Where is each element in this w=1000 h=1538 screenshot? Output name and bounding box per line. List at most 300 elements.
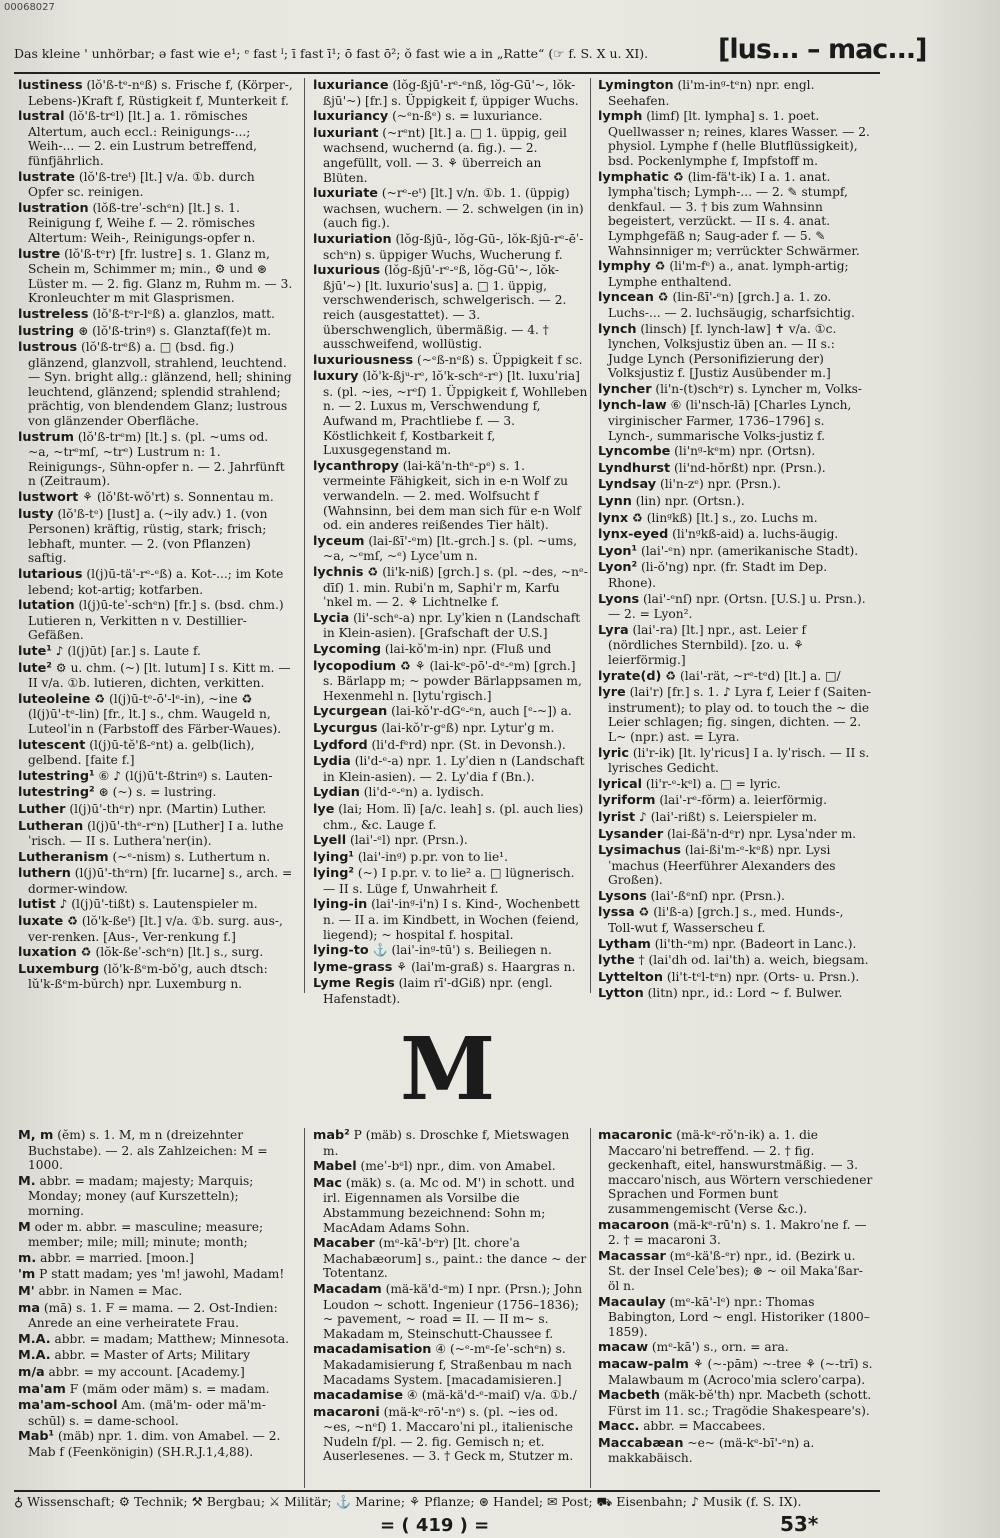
entry-definition: (lŏ'k-ßᵉm-bŏ'g, auch dtsch: lŭ'k-ßᵉm-bŭrch) npr. Luxemburg n. <box>28 961 268 992</box>
entry-headword: Lysimachus <box>598 843 682 859</box>
entry-definition: (lŏ'ß-trᵉß) a. □ (bsd. fig.) glänzend, glanzvoll, strahlend, leuchtend. — Syn. bright allg.: glänzend, hell; shining leuchtend, glänzend; splendid strahlend; prächtig, von blendendem Glanz; lustrous von glänzender Oberfläche. <box>28 340 292 429</box>
entry-headword: lutation <box>18 598 75 614</box>
entry-headword: lustre <box>18 246 61 262</box>
entry-headword: lyrical <box>598 776 643 792</box>
dictionary-entry <box>598 827 873 843</box>
dictionary-entry <box>18 866 293 896</box>
dictionary-entry <box>313 1282 588 1341</box>
entry-headword: lyncher <box>598 381 652 397</box>
entry-headword: lustrate <box>18 169 75 185</box>
entry-headword: Mab¹ <box>18 1429 55 1445</box>
entry-definition: ~e~ (mä-kᵉ-bī'-ᵉn) a. makkabäisch. <box>608 1435 815 1466</box>
entry-definition: (~ᵉn-ßᵉ) s. = luxuriance. <box>392 109 543 124</box>
dictionary-entry <box>313 738 588 754</box>
dictionary-entry <box>598 1249 873 1294</box>
entry-headword: Macassar <box>598 1248 666 1264</box>
entry-headword: macadamisation <box>313 1342 432 1358</box>
column-2-lower <box>313 1128 588 1488</box>
dictionary-entry <box>598 461 873 477</box>
dictionary-entry <box>18 1365 293 1381</box>
entry-definition: (lŏg-ßjū-, lŏg-Gū-, lŏk-ßjū-rᵉ-ēˈ-schᵉn) s. üppiger Wuchs, Wucherung f. <box>323 231 584 262</box>
entry-headword: Lyndhurst <box>598 460 671 476</box>
entry-headword: ma'am-school <box>18 1398 118 1414</box>
dictionary-entry <box>313 1388 588 1404</box>
entry-headword: lye <box>313 801 335 817</box>
dictionary-entry <box>598 444 873 460</box>
dictionary-entry <box>313 353 588 369</box>
column-1-upper <box>18 78 293 993</box>
entry-definition: (lai'-ᵉn) npr. (amerikanische Stadt). <box>641 543 859 558</box>
dictionary-entry <box>313 943 588 959</box>
entry-definition: (li't-tᵉl-tᵉn) npr. (Orts- u. Prsn.). <box>666 969 860 984</box>
entry-headword: M.A. <box>18 1348 51 1364</box>
column-3-lower <box>598 1128 873 1488</box>
entry-definition: (mä-kä'd-ᵉm) I npr. (Prsn.); John Loudon ~ schott. Ingenieur (1756–1836); ~ pavement, ~ road = II. — II m~ s. Makadam m, Steinschutt-Chaussee f. <box>323 1281 583 1341</box>
entry-definition: (li'nᵍ-kᵉm) npr. (Ortsn). <box>674 444 816 459</box>
entry-definition: (li'd-fᵉrd) npr. (St. in Devonsh.). <box>371 737 566 752</box>
dictionary-entry <box>598 560 873 590</box>
entry-definition: (lŏ'ß-trᵉm) [lt.] s. (pl. ~ums od. ~a, ~trᵉmſ, ~trᵉ) Lustrum n: 1. Reinigungs-, Sühn-opfer n. — 2. Jahrfünft n (Zeitraum). <box>28 429 285 489</box>
dictionary-entry <box>598 527 873 543</box>
entry-headword: macaw <box>598 1340 649 1356</box>
entry-definition: ♪ (l(j)ū'-tißt) s. Lautenspieler m. <box>59 897 258 912</box>
entry-definition: (li'r-ᵉ-kᵉl) a. □ = lyric. <box>645 776 781 791</box>
entry-headword: Macbeth <box>598 1388 661 1404</box>
dictionary-entry <box>313 897 588 942</box>
entry-headword: Lycurgus <box>313 720 378 736</box>
entry-definition: (meˈ-bᵉl) npr., dim. von Amabel. <box>360 1159 556 1174</box>
entry-headword: Lyon¹ <box>598 543 638 559</box>
dictionary-entry <box>313 186 588 231</box>
dictionary-entry <box>18 170 293 200</box>
dictionary-entry <box>598 953 873 969</box>
entry-definition: ④ (mä-kä'd-ᵉ-maiſ) v/a. ①b./ <box>406 1388 577 1403</box>
entry-headword: 'm <box>18 1267 36 1283</box>
entry-definition: (l(j)ū'-thᵉ-rᵉn) [Luther] I a. lutheˈrisch. — II s. Lutheraˈner(in). <box>28 818 284 849</box>
entry-definition: (mᵉ-kā'-lᵉ) npr.: Thomas Babington, Lord ~ engl. Historiker (1800–1859). <box>608 1294 870 1339</box>
entry-headword: lymphatic <box>598 169 670 185</box>
dictionary-entry <box>18 78 293 108</box>
entry-definition: ④ (~ᵉ-mᵉ-ſeˈ-schᵉn) s. Makadamisierung f, Straßenbau m nach Macadams System. [macadamisieren.] <box>323 1342 572 1387</box>
entry-headword: lynx <box>598 510 629 526</box>
entry-headword: lustiness <box>18 78 83 93</box>
entry-definition: (linsch) [f. lynch-law] ✝ v/a. ①c. lynchen, Volksjustiz üben an. — II s.: Judge Lynch (Personifizierung der) Volksjustiz f. [Justiz Ausübender m.] <box>608 321 837 381</box>
entry-headword: lyric <box>598 745 630 761</box>
entry-headword: lustrous <box>18 340 78 356</box>
section-letter: M <box>400 1019 496 1120</box>
entry-headword: Lycurgean <box>313 704 388 720</box>
dictionary-entry <box>313 642 588 658</box>
entry-definition: (lai-ßī'-ᵉm) [lt.-grch.] s. (pl. ~ums, ~a, ~ᵉmſ, ~ᵉ) Lyceˈum n. <box>323 533 577 564</box>
entry-definition: ♻ (l(j)ū-tᵉ-ō'-lᵉ-in), ~ine ♻ (l(j)ū'-tᵉ-lin) [fr., lt.] s., chm. Waugeld n, Luteolˈin n (Farbstoff des Färber-Waues). <box>28 691 282 736</box>
dictionary-entry <box>598 1357 873 1387</box>
entry-headword: M.A. <box>18 1331 51 1347</box>
entry-headword: lying-in <box>313 897 368 913</box>
entry-headword: Lyndsay <box>598 477 657 493</box>
column-divider <box>590 78 591 993</box>
dictionary-entry <box>313 754 588 784</box>
entry-headword: luxuriation <box>313 231 392 247</box>
entry-definition: (lai; Hom. lī) [a/c. leah] s. (pl. auch lies) chm., &c. Lauge f. <box>323 801 584 832</box>
entry-headword: luthern <box>18 866 71 882</box>
dictionary-entry <box>18 490 293 506</box>
entry-headword: lymph <box>598 109 643 125</box>
top-rule <box>14 72 880 74</box>
entry-headword: m/a <box>18 1364 45 1380</box>
dictionary-entry <box>598 1340 873 1356</box>
entry-headword: Lysons <box>598 888 647 904</box>
dictionary-entry <box>598 889 873 905</box>
dictionary-entry <box>18 1332 293 1348</box>
entry-definition: (li'n-zᵉ) npr. (Prsn.). <box>659 477 781 492</box>
entry-headword: Mac <box>313 1175 342 1191</box>
entry-definition: (mäb) npr. 1. dim. von Amabel. — 2. Mab f (Feenkönigin) (SH.R.J.1,4,88). <box>28 1429 281 1459</box>
dictionary-entry <box>313 976 588 1006</box>
entry-headword: lustreless <box>18 306 89 322</box>
dictionary-entry <box>18 1220 293 1250</box>
dictionary-entry <box>18 769 293 785</box>
entry-headword: Mabel <box>313 1159 357 1175</box>
dictionary-entry <box>18 430 293 489</box>
entry-definition: (lai-ßi'm-ᵉ-kᵉß) npr. Lysiˈmachus (Heerführer Alexanders des Großen). <box>608 843 836 888</box>
dictionary-entry <box>313 1236 588 1281</box>
entry-definition: ♪ (l(j)ūt) [ar.] s. Laute f. <box>55 643 201 658</box>
entry-definition: (lai'r) [fr.] s. 1. ♪ Lyra f, Leier f (Saiten-instrument); to play od. to touch the ~ die Leier schlagen; fig. singen, dichten. — 2. L~ (npr.) ast. = Lyra. <box>608 685 872 744</box>
entry-headword: Lyttelton <box>598 969 663 985</box>
entry-definition: ♻ (lŏk-ßeˈ-schᵉn) [lt.] s., surg. <box>80 945 264 960</box>
dictionary-entry <box>313 369 588 458</box>
entry-definition: (lai'-ᵉnſ) npr. (Ortsn. [U.S.] u. Prsn.). — 2. = Lyon². <box>608 591 866 622</box>
dictionary-entry <box>313 850 588 866</box>
entry-headword: luteoleine <box>18 691 91 707</box>
dictionary-entry <box>18 507 293 566</box>
entry-definition: (lin) npr. (Ortsn.). <box>635 494 745 509</box>
entry-headword: luxurious <box>313 263 381 279</box>
entry-headword: Lynn <box>598 494 632 510</box>
entry-headword: Luxemburg <box>18 961 100 977</box>
entry-definition: abbr. = Master of Arts; Military <box>54 1348 251 1363</box>
dictionary-entry <box>18 785 293 801</box>
dictionary-entry <box>18 692 293 737</box>
entry-headword: Macaber <box>313 1236 375 1252</box>
entry-headword: lute² <box>18 660 52 676</box>
entry-definition: (l(j)ū'-thᵉrn) [fr. lucarne] s., arch. = dormer-window. <box>28 866 293 896</box>
dictionary-entry <box>18 1348 293 1364</box>
entry-headword: lutestring² <box>18 785 95 801</box>
entry-definition: ⑥ ♪ (l(j)ū't-ßtrinᵍ) s. Lauten- <box>98 768 273 783</box>
sheet-mark: 53* <box>780 1512 819 1536</box>
dictionary-entry <box>313 866 588 896</box>
entry-headword: luxuriancy <box>313 109 389 125</box>
entry-definition: (lŏ'ß-trᵉl) [lt.] a. 1. römisches Altertum, auch eccl.: Reinigungs-...; Weih-... — 2. ein Lustrum betreffend, fünfjährlich. <box>28 109 258 168</box>
entry-definition: † (lai'dh od. lai'th) a. weich, biegsam. <box>638 953 869 968</box>
entry-definition: (ĕm) s. 1. M, m n (dreizehnter Buchstabe). — 2. als Zahlzeichen: M = 1000. <box>28 1128 268 1173</box>
entry-definition: ♻ (lŏ'k-ßeᵗ) [lt.] v/a. ①b. surg. aus-, ver-renken. [Aus-, Ver-renkung f.] <box>28 914 283 944</box>
entry-definition: (lŏ'ß-tᵉr-lᵉß) a. glanzlos, matt. <box>92 306 275 321</box>
entry-definition: ⊛ (lŏ'ß-trinᵍ) s. Glanztaf(fe)t m. <box>78 323 272 338</box>
entry-headword: Lydian <box>313 785 360 801</box>
entry-definition: abbr. = Maccabees. <box>643 1419 766 1434</box>
page-number: = ( 419 ) = <box>380 1515 490 1536</box>
entry-headword: Lymington <box>598 78 674 93</box>
entry-headword: Macadam <box>313 1281 382 1297</box>
entry-definition: (laim rī'-dGiß) npr. (engl. Hafenstadt). <box>323 976 553 1007</box>
dictionary-entry <box>313 1176 588 1235</box>
entry-headword: Lyon² <box>598 560 638 576</box>
dictionary-entry <box>18 738 293 768</box>
dictionary-entry <box>18 1301 293 1331</box>
entry-definition: (li'd-ᵉ-ᵉn) a. lydisch. <box>363 785 484 800</box>
entry-headword: luxuriousness <box>313 352 414 368</box>
entry-headword: lustrum <box>18 429 74 445</box>
entry-definition: ⚘ (lai'm-graß) s. Haargras n. <box>396 959 576 974</box>
entry-definition: (lai-ßä'n-dᵉr) npr. Lysaˈnder m. <box>667 826 857 841</box>
entry-definition: abbr. in Namen = Mac. <box>38 1283 183 1298</box>
entry-definition: ♪ (lai'-rißt) s. Leierspieler m. <box>639 809 818 824</box>
entry-definition: (mᵉ-kä'ß-ᵉr) npr., id. (Bezirk u. St. der Insel Celeˈbes); ⊛ ~ oil Makaˈßar-öl n. <box>608 1248 863 1293</box>
entry-headword: lusty <box>18 506 54 522</box>
dictionary-entry <box>598 793 873 809</box>
entry-headword: lythe <box>598 953 635 969</box>
dictionary-entry <box>18 1284 293 1300</box>
dictionary-entry <box>598 905 873 935</box>
entry-headword: ma <box>18 1300 40 1316</box>
entry-headword: luxury <box>313 369 359 385</box>
entry-definition: (lŏ'ß-tᵉr) [fr. lustre] s. 1. Glanz m, Schein m, Schimmer m; min., ⚙ und ⊛ Lüster m. — 2. fig. Glanz m, Ruhm m. — 3. Kronleuchter m mit Glasprismen. <box>28 246 293 306</box>
entry-headword: Lytton <box>598 986 644 1002</box>
dictionary-entry <box>598 843 873 888</box>
entry-headword: Lutheranism <box>18 849 109 865</box>
dictionary-entry <box>598 685 873 744</box>
entry-headword: Lysander <box>598 826 664 842</box>
dictionary-entry <box>598 970 873 986</box>
entry-headword: lynch <box>598 321 637 337</box>
column-3-upper <box>598 78 873 1002</box>
entry-definition: (mä-kᵉ-rŏ'n-ik) a. 1. die Maccaroˈni betreffend. — 2. † fig. geckenhaft, eitel, hanswurstmäßig. — 3. maccaroˈnisch, aus Wörtern verschiedener Sprachen und Formen bunt zusammengemischt (Verse &c.). <box>608 1128 873 1216</box>
entry-definition: P (mäb) s. Droschke f, Mietswagen m. <box>323 1128 570 1158</box>
entry-headword: lycopodium <box>313 658 397 674</box>
dictionary-entry <box>18 661 293 691</box>
entry-definition: ♻ (lai'-rät, ~rᵉ-tᵉd) [lt.] a. □/ <box>665 668 841 683</box>
entry-headword: lyme-grass <box>313 959 393 975</box>
dictionary-entry <box>313 1159 588 1175</box>
dictionary-entry <box>598 937 873 953</box>
entry-headword: macadamise <box>313 1388 404 1404</box>
dictionary-entry <box>313 263 588 352</box>
entry-definition: (~) I p.pr. v. to lie² a. □ lügnerisch. — II s. Lüge f, Unwahrheit f. <box>323 866 575 896</box>
entry-definition: ♻ (lim-fä't-ik) I a. 1. anat. lymphaˈtisch; Lymph-... — 2. ✎ stumpf, denkfaul. — 3. † bis zum Wahnsinn begeistert, verzückt. — II s. 4. anat. Lymphgefäß n; Saug-ader f. — 5. ✎ Wahnsinniger m; verrückter Schwärmer. <box>608 169 860 258</box>
entry-definition: (lŏ'k-ßjᵘ-rᵉ, lŏ'k-schᵉ-rᵉ) [lt. luxuˈria] s. (pl. ~ies, ~rᵉſ) 1. Üppigkeit f, Wohlleben n. — 2. Luxus m, Verschwendung f, Aufwand m, Prachtliebe f. — 3. Köstlichkeit f, Kostbarkeit f, Luxusgegenstand m. <box>323 369 588 458</box>
entry-definition: (lai'-ra) [lt.] npr., ast. Leier f (nördliches Sternbild). [zo. u. ⚘ leierförmig.] <box>608 622 807 667</box>
dictionary-entry <box>598 109 873 168</box>
entry-headword: lying-to <box>313 943 369 959</box>
entry-definition: (~ᵉ-nism) s. Luthertum n. <box>112 849 271 864</box>
entry-definition: ⚘ (lŏ'ßt-wŏ'rt) s. Sonnentau m. <box>82 490 274 505</box>
entry-headword: Lycoming <box>313 641 381 657</box>
dictionary-entry <box>598 777 873 793</box>
entry-definition: (limf) [lt. lympha] s. 1. poet. Quellwasser n; reines, klares Wasser. — 2. physiol. Lymphe f (helle Blutflüssigkeit), bsd. Pockenlymphe f, Impfstoff m. <box>608 109 870 168</box>
dictionary-entry <box>18 819 293 849</box>
entry-headword: Lyell <box>313 833 347 849</box>
column-divider <box>304 78 305 993</box>
dictionary-entry <box>18 897 293 913</box>
entry-headword: lyncean <box>598 290 654 306</box>
entry-definition: (li'd-ᵉ-a) npr. 1. Lyˈdien n (Landschaft in Klein-asien). — 2. Lyˈdia f (Bn.). <box>323 754 585 784</box>
entry-headword: lutarious <box>18 567 83 582</box>
entry-definition: abbr. = married. [moon.] <box>40 1250 194 1265</box>
dictionary-entry <box>598 669 873 685</box>
entry-headword: Macaulay <box>598 1294 666 1310</box>
symbol-legend: ♁ Wissenschaft; ⚙ Technik; ⚒ Bergbau; ⚔ Militär; ⚓ Marine; ⚘ Pflanze; ⊛ Handel; ✉ Post; ⛟ Eisenbahn; ♪ Musik (f. S. IX). <box>14 1494 802 1509</box>
entry-headword: Lyons <box>598 591 640 607</box>
pronunciation-guide: Das kleine ' unhörbar; ə fast wie e¹; ᵉ fast ᴵ; ī fast ī¹; ō fast ō²; ŏ fast wie a in „Ratte“ (☞ f. S. X u. XI). <box>14 46 649 61</box>
dictionary-entry <box>313 232 588 262</box>
dictionary-entry <box>18 598 293 643</box>
dictionary-entry <box>598 511 873 527</box>
dictionary-entry <box>313 109 588 125</box>
dictionary-entry <box>598 259 873 289</box>
entry-definition: (lai'-ßᵉnſ) npr. (Prsn.). <box>650 888 786 903</box>
dictionary-entry <box>598 1436 873 1466</box>
entry-definition: abbr. = my account. [Academy.] <box>48 1364 245 1379</box>
entry-definition: (l(j)ū-teˈ-schᵉn) [fr.] s. (bsd. chm.) Lutieren n, Verkitten n v. Destillier-Gefäßen. <box>28 598 284 643</box>
dictionary-entry <box>598 1419 873 1435</box>
dictionary-entry <box>18 567 293 597</box>
dictionary-entry <box>313 785 588 801</box>
dictionary-entry <box>18 1382 293 1398</box>
dictionary-entry <box>313 459 588 533</box>
entry-headword: mab² <box>313 1128 350 1143</box>
dictionary-entry <box>313 802 588 832</box>
entry-headword: Lyme Regis <box>313 976 395 992</box>
entry-definition: (litn) npr., id.: Lord ~ f. Bulwer. <box>647 986 843 1001</box>
entry-definition: (li'nᵍkß-aid) a. luchs-äugig. <box>672 527 839 542</box>
entry-definition: (lai-kŏ'r-dGᵉ-ᵉn, auch [ᵉ-~]) a. <box>391 704 572 719</box>
entry-headword: lychnis <box>313 565 364 580</box>
dictionary-entry <box>598 1218 873 1248</box>
entry-headword: lynx-eyed <box>598 527 669 543</box>
entry-definition: F (mäm oder mäm) s. = madam. <box>69 1381 270 1396</box>
dictionary-entry <box>598 494 873 510</box>
dictionary-entry <box>18 201 293 246</box>
dictionary-entry <box>18 340 293 429</box>
dictionary-entry <box>313 659 588 704</box>
dictionary-entry <box>18 1267 293 1283</box>
dictionary-entry <box>598 1128 873 1217</box>
entry-definition: (li'-schᵉ-a) npr. Lyˈkien n (Landschaft in Klein-asien). [Grafschaft der U.S.] <box>323 610 581 641</box>
entry-headword: luxuriant <box>313 125 379 141</box>
entry-headword: Luther <box>18 801 66 817</box>
entry-headword: lying¹ <box>313 849 354 865</box>
entry-definition: (mᵉ-kā') s., orn. = ara. <box>651 1340 789 1355</box>
bottom-rule <box>14 1490 880 1492</box>
entry-headword: Lydford <box>313 737 368 753</box>
entry-headword: macaroni <box>313 1404 380 1420</box>
dictionary-entry <box>598 810 873 826</box>
entry-headword: lute¹ <box>18 643 52 659</box>
entry-definition: ♻ (lin-ßī'-ᵉn) [grch.] a. 1. zo. Luchs-... — 2. luchsäugig, scharfsichtig. <box>608 290 855 320</box>
entry-definition: (~rᵉ-eᵗ) [lt.] v/n. ①b. 1. (üppig) wachsen, wuchern. — 2. schwelgen (in in) (auch fig.). <box>323 186 584 231</box>
dictionary-entry <box>18 324 293 340</box>
entry-definition: ⚘ (~-pām) ~-tree ⚘ (~-trī) s. Malawbaum m (Acrocoˈmia scleroˈcarpa). <box>608 1356 873 1387</box>
dictionary-entry <box>313 565 588 610</box>
entry-headword: m. <box>18 1250 37 1266</box>
entry-headword: Lydia <box>313 754 351 770</box>
dictionary-entry <box>18 914 293 944</box>
entry-definition: (~ᵉß-nᵉß) s. Üppigkeit f sc. <box>416 352 583 367</box>
dictionary-entry <box>18 1429 293 1459</box>
dictionary-entry <box>598 398 873 443</box>
entry-headword: lustration <box>18 200 89 216</box>
entry-headword: Lytham <box>598 936 651 952</box>
entry-headword: M <box>18 1219 31 1235</box>
entry-headword: luxate <box>18 914 64 930</box>
entry-headword: Lutheran <box>18 818 84 834</box>
entry-definition: (lai'-inᵍ-i'n) I s. Kind-, Wochenbett n. — II a. im Kindbett, in Wochen (feiend, liegend); ~ hospital f. hospital. <box>323 897 580 942</box>
entry-definition: (l(j)ū'-thᵉr) npr. (Martin) Luther. <box>69 801 267 816</box>
entry-definition: (mᵉ-kā'-bᵉr) [lt. choreˈa Machabæorum] s., paint.: the dance ~ der Totentanz. <box>323 1236 587 1281</box>
dictionary-entry <box>18 850 293 866</box>
dictionary-entry <box>18 307 293 323</box>
dictionary-entry <box>18 802 293 818</box>
dictionary-entry <box>598 592 873 622</box>
entry-headword: lutist <box>18 897 56 913</box>
entry-definition: (lŏg-ßjū'-rᵉ-ᵉnß, lŏg-Gū'~, lŏk-ßjū'~) [fr.] s. Üppigkeit f, üppiger Wuchs. <box>323 78 579 108</box>
dictionary-entry <box>598 290 873 320</box>
entry-definition: ♻ (linᵍkß) [lt.] s., zo. Luchs m. <box>631 510 818 525</box>
entry-headword: lyriform <box>598 793 656 809</box>
dictionary-entry <box>18 945 293 961</box>
entry-headword: lying² <box>313 866 354 882</box>
entry-headword: Maccabæan <box>598 1435 684 1451</box>
entry-definition: (lŏ'ß-tᵉ-nᵉß) s. Frische f, (Körper-, Lebens-)Kraft f, Rüstigkeit f, Munterkeit f. <box>28 78 293 108</box>
entry-headword: M. <box>18 1173 36 1189</box>
entry-headword: macaronic <box>598 1128 673 1143</box>
entry-headword: lutestring¹ <box>18 768 95 784</box>
dictionary-entry <box>598 1388 873 1418</box>
entry-definition: ⊛ (~) s. = lustring. <box>98 785 217 800</box>
entry-definition: (lai'-rᵉ-fŏrm) a. leierförmig. <box>659 793 827 808</box>
entry-headword: lyre <box>598 685 626 701</box>
dictionary-entry <box>598 477 873 493</box>
dictionary-entry <box>18 962 293 992</box>
entry-definition: oder m. abbr. = masculine; measure; member; mile; mill; minute; month; <box>28 1219 264 1250</box>
entry-definition: (lai-kŏ'r-gᵉß) npr. Lyturˈg m. <box>381 720 555 735</box>
dictionary-entry <box>598 1295 873 1340</box>
document-id: 00068027 <box>4 2 55 13</box>
entry-definition: ⚓ (lai'-inᵍ-tū') s. Beiliegen n. <box>372 943 552 958</box>
dictionary-entry <box>313 704 588 720</box>
entry-headword: luxuriate <box>313 186 378 202</box>
entry-definition: (mä-kᵉ-rū'n) s. 1. Makroˈne f. — 2. † = macaroni 3. <box>608 1217 867 1248</box>
entry-headword: Lycia <box>313 610 350 626</box>
entry-headword: macaroon <box>598 1217 670 1233</box>
entry-headword: lyceum <box>313 533 365 549</box>
dictionary-entry <box>18 1251 293 1267</box>
dictionary-entry <box>18 247 293 306</box>
entry-headword: lyssa <box>598 905 635 921</box>
dictionary-entry <box>313 721 588 737</box>
dictionary-entry <box>313 126 588 185</box>
dictionary-entry <box>313 534 588 564</box>
dictionary-entry <box>598 623 873 668</box>
dictionary-entry <box>313 833 588 849</box>
dictionary-entry <box>313 1405 588 1464</box>
entry-headword: M' <box>18 1283 35 1299</box>
entry-definition: (mäk-bĕ'th) npr. Macbeth (schott. Fürst im 11. sc.; Tragödie Shakespeare's). <box>608 1388 872 1418</box>
entry-definition: ⑥ (li'nsch-lā) [Charles Lynch, virginischer Farmer, 1736–1796] s. Lynch-, summarische Volks-justiz f. <box>608 398 852 443</box>
dictionary-entry <box>313 611 588 641</box>
